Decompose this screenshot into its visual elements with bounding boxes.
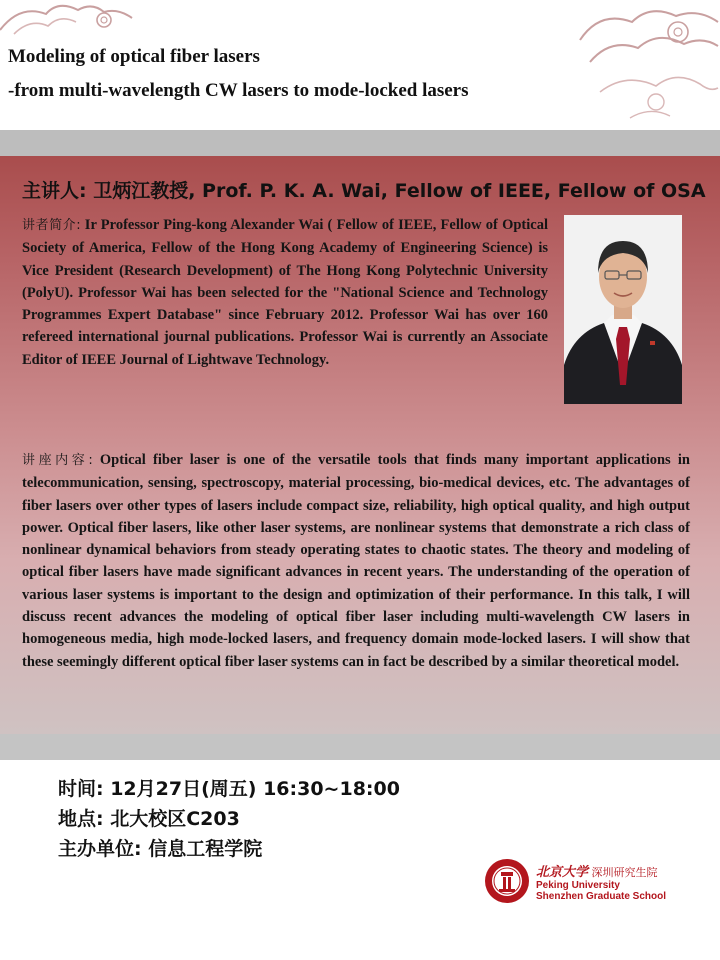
logo-cn-school: 深圳研究生院 (591, 866, 658, 879)
speaker-portrait-icon (564, 215, 682, 404)
speaker-bio (22, 214, 548, 371)
logo-cn-script: 北京大学 (536, 865, 589, 880)
logo-chinese (536, 861, 658, 880)
separator-band-bottom (0, 734, 720, 760)
logo-english-line1: Peking University (536, 880, 620, 891)
content-panel (0, 156, 720, 734)
university-logo (484, 858, 694, 910)
title-line-2: -from multi-wavelength CW lasers to mode-locked lasers (8, 80, 469, 101)
event-location: 地点: 北大校区C203 (58, 808, 240, 830)
logo-english-line2: Shenzhen Graduate School (536, 891, 667, 902)
separator-band-top (0, 130, 720, 156)
title-area (0, 0, 720, 130)
abstract-label: 讲座内容: (22, 453, 93, 468)
cloud-ornament-right-icon (560, 0, 720, 128)
university-seal-icon (484, 858, 530, 904)
talk-abstract (22, 449, 690, 673)
event-organizer: 主办单位: 信息工程学院 (58, 838, 263, 860)
event-time: 时间: 12月27日(周五) 16:30~18:00 (58, 778, 400, 800)
bio-text: Ir Professor Ping-kong Alexander Wai ( Fellow of IEEE, Fellow of Optical Society of America, Fellow of the Hong Kong Academy of Engineering Science) is Vice President (Research Development) of The Hong Kong Polytechnic University (PolyU). Professor Wai has been selected for the "National Science and Technology Programmes Expert Database" since February 2012. Professor Wai has over 160 refereed international journal publications. Professor Wai is currently an Associate Editor of IEEE Journal of Lightwave Technology. (22, 217, 548, 368)
abstract-text: Optical fiber laser is one of the versatile tools that finds many important applications in telecommunication, sensing, spectroscopy, material processing, bio-medical devices, etc. The advantages of fiber lasers over other types of lasers include compact size, reliability, high optical quality, and high output power. Optical fiber lasers, like other laser systems, are nonlinear systems that demonstrate a rich class of nonlinear dynamical behaviors from steady operating states to chaotic states. The theory and modeling of optical fiber lasers have made significant advances in recent years. The understanding of the operation of various laser systems is important to the design and optimization of their performance. In this talk, I will discuss recent advances the modeling of optical fiber laser including multi-wavelength CW lasers in homogeneous media, high mode-locked lasers, and frequency domain mode-locked lasers. I will show that these seemingly different optical fiber laser systems can in fact be described by a similar theoretical model. (22, 452, 690, 670)
speaker-photo (564, 215, 682, 404)
cloud-ornament-left-icon (0, 0, 140, 42)
speaker-line: 主讲人: 卫炳江教授, Prof. P. K. A. Wai, Fellow of IEEE, Fellow of OSA (22, 180, 706, 202)
title-line-1: Modeling of optical fiber lasers (8, 46, 260, 67)
bio-label: 讲者简介: (22, 218, 81, 233)
